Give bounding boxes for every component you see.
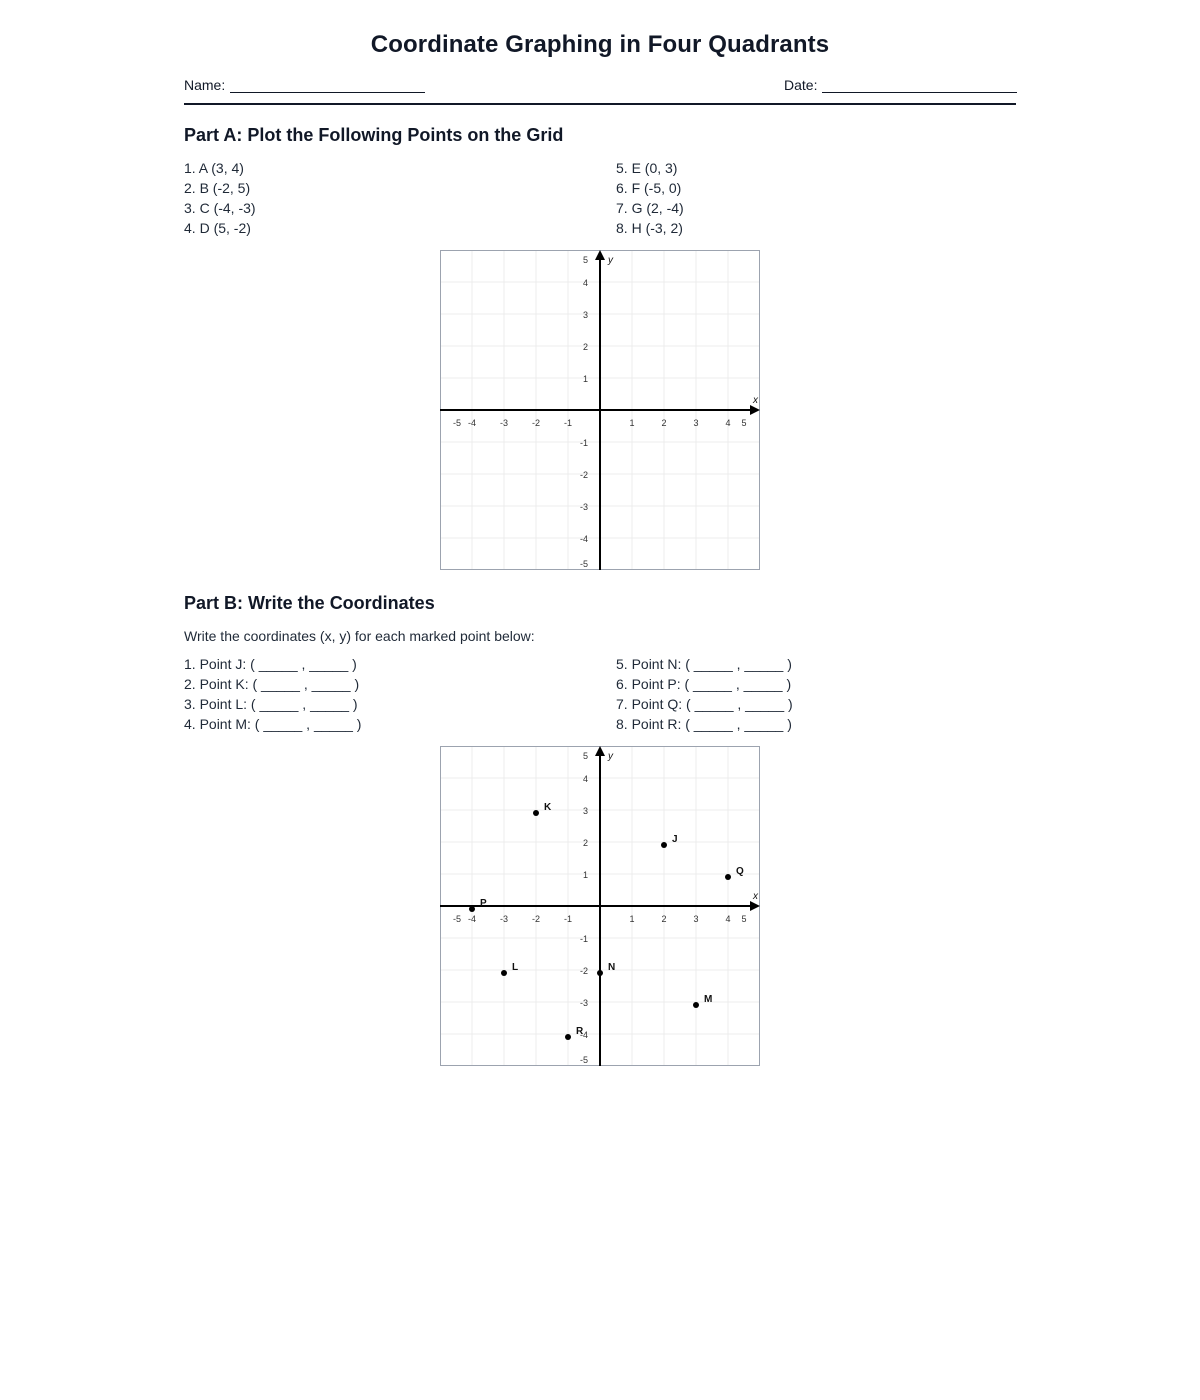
part-b-list-left (184, 654, 361, 734)
x-tick-label: -2 (531, 914, 541, 924)
list-item[interactable]: 5. Point N: ( _____ , _____ ) (616, 656, 792, 672)
y-tick-label: -4 (579, 534, 588, 544)
x-tick-label: 1 (629, 914, 635, 924)
point-label: R (576, 1026, 584, 1037)
part-b-heading: Part B: Write the Coordinates (184, 593, 435, 613)
point-label: N (608, 962, 616, 973)
y-tick-label: -2 (579, 966, 588, 976)
y-tick-label: -1 (579, 934, 588, 944)
x-tick-label: -1 (563, 914, 573, 924)
x-tick-label: 3 (693, 418, 699, 428)
part-a-heading: Part A: Plot the Following Points on the Grid (184, 125, 564, 145)
list-item: 7. G (2, -4) (616, 200, 684, 216)
point-label: K (544, 802, 552, 813)
y-tick-label: 4 (582, 774, 588, 784)
coordinate-plane (440, 746, 760, 1066)
y-tick-label: -4 (579, 1030, 588, 1040)
list-item[interactable]: 4. Point M: ( _____ , _____ ) (184, 716, 362, 732)
x-tick-label: -3 (499, 914, 509, 924)
x-tick-label: 2 (661, 418, 667, 428)
y-tick-label: 4 (582, 278, 588, 288)
x-tick-label: -5 (452, 914, 462, 924)
y-tick-label: -2 (579, 470, 588, 480)
part-a-coordinate-grid[interactable] (440, 250, 760, 570)
y-axis-label: y (608, 255, 613, 266)
part-b-instructions: Write the coordinates (x, y) for each marked point below: (184, 628, 535, 644)
x-tick-label: -5 (452, 418, 462, 428)
list-item: 2. B (-2, 5) (184, 180, 251, 196)
list-item: 4. D (5, -2) (184, 220, 251, 236)
list-item[interactable]: 7. Point Q: ( _____ , _____ ) (616, 696, 793, 712)
point-dot-icon (693, 1002, 699, 1008)
date-blank-line[interactable] (822, 78, 1017, 93)
point-label: L (512, 962, 519, 973)
point-label: P (480, 898, 487, 909)
point-label: Q (736, 866, 744, 877)
part-b-coordinate-grid (440, 746, 760, 1066)
worksheet-title: Coordinate Graphing in Four Quadrants (370, 31, 830, 58)
point-dot-icon (469, 906, 475, 912)
y-tick-label: 1 (582, 870, 588, 880)
point-dot-icon (501, 970, 507, 976)
point-dot-icon (533, 810, 539, 816)
list-item[interactable]: 3. Point L: ( _____ , _____ ) (184, 696, 358, 712)
coordinate-plane[interactable] (440, 250, 760, 570)
y-tick-label: 3 (582, 806, 588, 816)
list-item: 5. E (0, 3) (616, 160, 678, 176)
y-tick-label: 2 (582, 838, 588, 848)
x-tick-label: -2 (531, 418, 541, 428)
x-tick-label: 3 (693, 914, 699, 924)
y-tick-label: 1 (582, 374, 588, 384)
x-tick-label: -1 (563, 418, 573, 428)
name-label: Name: (184, 77, 226, 93)
y-tick-label: -5 (579, 1055, 588, 1065)
x-tick-label: -3 (499, 418, 509, 428)
list-item[interactable]: 2. Point K: ( _____ , _____ ) (184, 676, 360, 692)
date-field[interactable] (784, 77, 1017, 93)
point-label: M (704, 994, 713, 1005)
x-axis-label: x (753, 395, 758, 406)
x-tick-label: 2 (661, 914, 667, 924)
point-dot-icon (661, 842, 667, 848)
header-divider (184, 103, 1016, 105)
list-item[interactable]: 1. Point J: ( _____ , _____ ) (184, 656, 357, 672)
list-item: 8. H (-3, 2) (616, 220, 683, 236)
point-label: J (672, 834, 678, 845)
x-tick-label: -4 (467, 914, 477, 924)
x-tick-label: -4 (467, 418, 477, 428)
list-item[interactable]: 8. Point R: ( _____ , _____ ) (616, 716, 792, 732)
x-tick-label: 4 (725, 418, 731, 428)
x-axis-label: x (753, 891, 758, 902)
y-tick-label: 5 (582, 255, 588, 265)
point-dot-icon (597, 970, 603, 976)
name-blank-line[interactable] (230, 78, 425, 93)
y-tick-label: -3 (579, 502, 588, 512)
part-a-list-left (184, 158, 256, 238)
x-tick-label: 4 (725, 914, 731, 924)
x-tick-label: 5 (741, 418, 747, 428)
part-b-list-right (616, 654, 793, 734)
y-tick-label: 2 (582, 342, 588, 352)
list-item: 6. F (-5, 0) (616, 180, 682, 196)
date-label: Date: (784, 77, 818, 93)
name-field[interactable] (184, 77, 425, 93)
y-tick-label: 3 (582, 310, 588, 320)
part-a-list-right (616, 158, 684, 238)
list-item: 3. C (-4, -3) (184, 200, 256, 216)
list-item: 1. A (3, 4) (184, 160, 244, 176)
y-tick-label: -5 (579, 559, 588, 569)
y-axis-label: y (608, 751, 613, 762)
x-tick-label: 1 (629, 418, 635, 428)
x-tick-label: 5 (741, 914, 747, 924)
point-dot-icon (565, 1034, 571, 1040)
point-dot-icon (725, 874, 731, 880)
y-tick-label: 5 (582, 751, 588, 761)
list-item[interactable]: 6. Point P: ( _____ , _____ ) (616, 676, 792, 692)
y-tick-label: -3 (579, 998, 588, 1008)
y-tick-label: -1 (579, 438, 588, 448)
